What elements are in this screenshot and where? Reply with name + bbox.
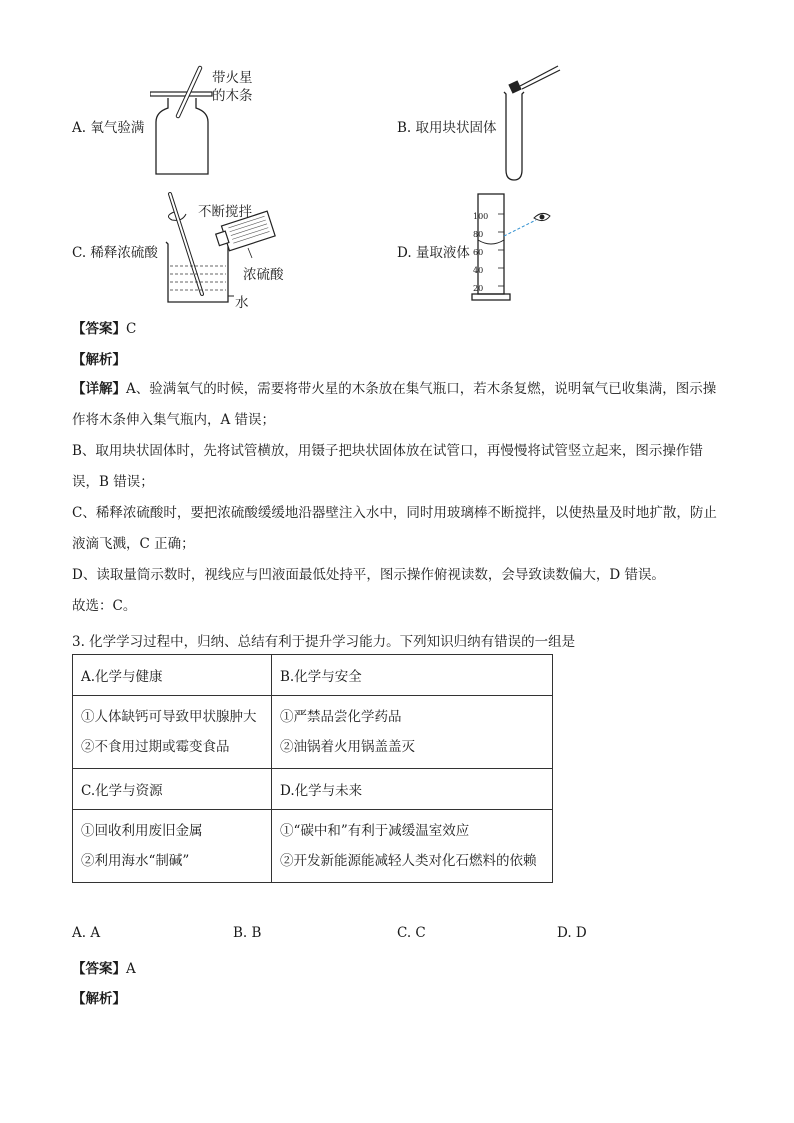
detail-paragraph-b: B、取用块状固体时，先将试管横放，用镊子把块状固体放在试管口，再慢慢将试管竖立起来，图示操作错误，B 错误； [72,443,703,490]
table-cell-a-body [73,696,272,769]
figure-a-annotation-1: 带火星 [212,70,253,86]
choice-option-c[interactable]: C. C [397,925,426,941]
table-item: ①严禁品尝化学药品 [280,709,402,725]
choice-option-b[interactable]: B. B [233,925,262,941]
analysis-heading-1: 【解析】 [72,352,126,368]
tick-label: 60 [473,248,484,257]
table-cell-b-head: B.化学与安全 [272,655,553,696]
table-item: ①“碳中和”有利于减缓温室效应 [280,823,470,839]
tick-label: 40 [473,266,484,275]
detail-bracket: 【详解】 [72,381,126,397]
detail-choice: 故选：C。 [72,598,137,614]
figure-c-water-annotation: 水 [235,295,249,311]
detail-a-text: A、验满氧气的时候，需要将带火星的木条放在集气瓶口，若木条复燃，说明氧气已收集满，图示操作将木条伸入集气瓶内，A 错误； [72,381,717,428]
table-row [73,696,553,769]
figure-b-test-tube [500,62,570,186]
tick-label: 100 [473,212,489,221]
option-b-label: B. 取用块状固体 [397,120,497,136]
tick-label: 80 [473,230,484,239]
choice-option-d[interactable]: D. D [557,925,587,941]
table-item: ①人体缺钙可导致甲状腺肿大 [81,709,257,725]
table-row [73,810,553,883]
table-cell-b-body [272,696,553,769]
figure-c-stir-annotation: 不断搅拌 [198,204,252,220]
option-d-label: D. 量取液体 [397,245,470,261]
answer-bracket: 【答案】 [72,321,126,337]
table-cell-d-body [272,810,553,883]
answer-value: A [126,961,136,977]
table-row [73,769,553,810]
table-item: ①回收利用废旧金属 [81,823,203,839]
table-cell-d-head: D.化学与未来 [272,769,553,810]
table-cell-a-head: A.化学与健康 [73,655,272,696]
option-c-label: C. 稀释浓硫酸 [72,245,158,261]
tick-label: 20 [473,284,484,293]
question-3-stem: 3. 化学学习过程中，归纳、总结有利于提升学习能力。下列知识归纳有错误的一组是 [72,634,576,650]
answer-line-1 [72,317,136,337]
knowledge-table [72,654,553,883]
table-item: ②油锅着火用锅盖盖灭 [280,739,415,755]
answer-value: C [126,321,137,337]
detail-paragraph-c: C、稀释浓硫酸时，要把浓硫酸缓缓地沿器壁注入水中，同时用玻璃棒不断搅拌，以使热量及时地扩散，防止液滴飞溅，C 正确； [72,505,717,552]
detail-paragraph-d: D、读取量筒示数时，视线应与凹液面最低处持平，图示操作俯视读数，会导致读数偏大，D 错误。 [72,567,665,583]
table-cell-c-body [73,810,272,883]
table-cell-c-head: C.化学与资源 [73,769,272,810]
choice-option-a[interactable]: A. A [72,925,101,941]
answer-bracket: 【答案】 [72,961,126,977]
table-item: ②不食用过期或霉变食品 [81,739,230,755]
figure-c-acid-annotation: 浓硫酸 [243,267,284,283]
option-a-label: A. 氧气验满 [72,120,145,136]
analysis-heading-2: 【解析】 [72,991,126,1007]
figure-d-ticks [473,208,488,298]
table-row [73,655,553,696]
detail-paragraph-a [72,374,722,436]
table-item: ②开发新能源能减轻人类对化石燃料的依赖 [280,853,537,869]
table-item: ②利用海水“制碱” [81,853,190,869]
figure-a-annotation-2: 的木条 [212,88,253,104]
answer-line-2 [72,957,136,977]
